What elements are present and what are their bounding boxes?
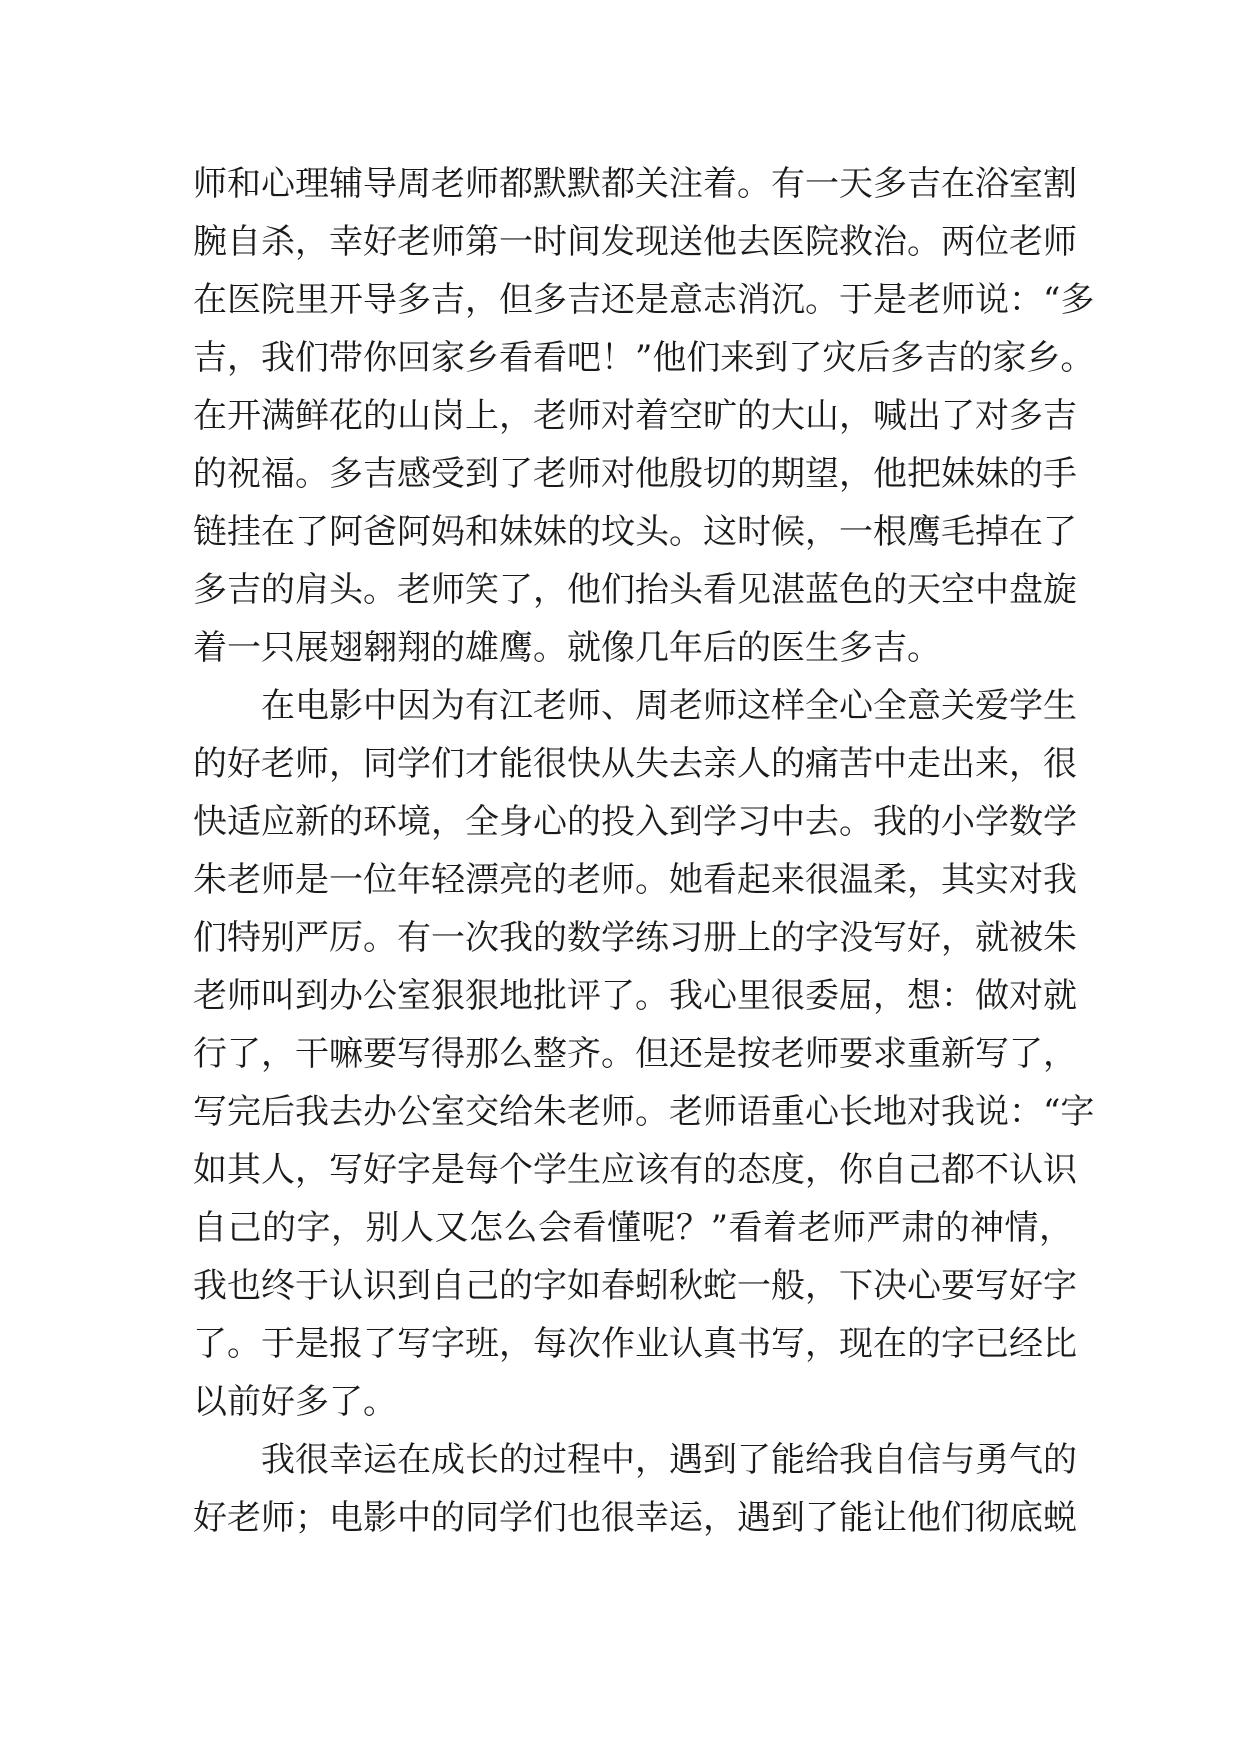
text-line: 朱老师是一位年轻漂亮的老师。她看起来很温柔，其实对我 [193, 860, 1077, 900]
text-line: 在开满鲜花的山岗上，老师对着空旷的大山，喊出了对多吉 [193, 396, 1077, 436]
text-line: 腕自杀，幸好老师第一时间发现送他去医院救治。两位老师 [193, 222, 1077, 262]
text-line: 的祝福。多吉感受到了老师对他殷切的期望，他把妹妹的手 [193, 454, 1077, 494]
text-line: 师和心理辅导周老师都默默都关注着。有一天多吉在浴室割 [193, 164, 1077, 204]
text-line: 们特别严厉。有一次我的数学练习册上的字没写好，就被朱 [193, 918, 1077, 958]
text-line: 如其人，写好字是每个学生应该有的态度，你自己都不认识 [193, 1150, 1077, 1190]
text-line: 以前好多了。 [193, 1382, 397, 1422]
paragraph-first-line: 我很幸运在成长的过程中，遇到了能给我自信与勇气的 [261, 1440, 1077, 1480]
text-line: 好老师；电影中的同学们也很幸运，遇到了能让他们彻底蜕 [193, 1498, 1077, 1538]
text-line: 老师叫到办公室狠狠地批评了。我心里很委屈，想：做对就 [193, 976, 1077, 1016]
text-line: 快适应新的环境，全身心的投入到学习中去。我的小学数学 [193, 802, 1077, 842]
text-line: 的好老师，同学们才能很快从失去亲人的痛苦中走出来，很 [193, 744, 1077, 784]
text-line: 多吉的肩头。老师笑了，他们抬头看见湛蓝色的天空中盘旋 [193, 570, 1077, 610]
text-line: 在医院里开导多吉，但多吉还是意志消沉。于是老师说：“多 [193, 280, 1095, 320]
text-line: 写完后我去办公室交给朱老师。老师语重心长地对我说：“字 [193, 1092, 1095, 1132]
text-line: 自己的字，别人又怎么会看懂呢？”看着老师严肃的神情， [193, 1208, 1073, 1248]
text-line: 行了，干嘛要写得那么整齐。但还是按老师要求重新写了， [193, 1034, 1077, 1074]
body-text [193, 155, 1095, 1547]
text-line: 着一只展翅翱翔的雄鹰。就像几年后的医生多吉。 [193, 628, 941, 668]
text-line: 吉，我们带你回家乡看看吧！”他们来到了灾后多吉的家乡。 [193, 338, 1095, 378]
text-line: 我也终于认识到自己的字如春蚓秋蛇一般，下决心要写好字 [193, 1266, 1077, 1306]
paragraph-first-line: 在电影中因为有江老师、周老师这样全心全意关爱学生 [261, 686, 1077, 726]
text-line: 链挂在了阿爸阿妈和妹妹的坟头。这时候，一根鹰毛掉在了 [193, 512, 1077, 552]
text-line: 了。于是报了写字班，每次作业认真书写，现在的字已经比 [193, 1324, 1077, 1364]
